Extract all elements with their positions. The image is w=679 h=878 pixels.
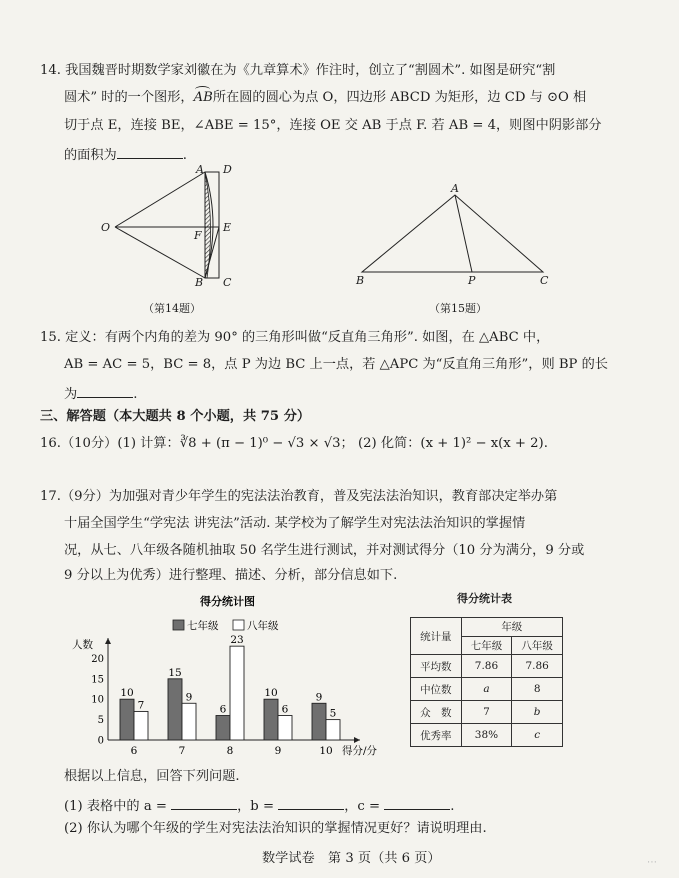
legend-swatch-grade7 <box>173 620 184 630</box>
q16-part-1: 16.（10分）(1) 计算：∛8 + (π − 1)⁰ − √3 × √3； <box>40 436 354 451</box>
table-group-header: 年级 <box>461 618 562 637</box>
bar-value-label: 6 <box>219 703 227 716</box>
label-c-15: C <box>540 274 549 287</box>
q17-sub1-c: ，c = <box>344 799 381 814</box>
label-a: A <box>196 163 204 176</box>
q17-sub-2: (2) 你认为哪个年级的学生对宪法法治知识的掌握情况更好？请说明理由. <box>64 821 487 836</box>
bar <box>134 711 148 740</box>
bar <box>326 720 340 740</box>
legend-label-grade8: 八年级 <box>247 620 279 632</box>
table-row <box>411 678 563 701</box>
row-label: 众 数 <box>411 701 462 724</box>
table-corner: 统计量 <box>411 618 462 655</box>
bar <box>264 699 278 740</box>
bar-value-label: 9 <box>185 691 193 704</box>
stat-table <box>410 617 563 747</box>
cell-value: c <box>512 724 563 747</box>
y-tick-label: 5 <box>97 715 104 727</box>
figure-15 <box>350 180 560 290</box>
q14-line-3: 切于点 E，连接 BE，∠ABE = 15°，连接 OE 交 AB 于点 F. 若 AB = 4，则图中阴影部分 <box>64 118 602 133</box>
cell-value: 7 <box>461 701 512 724</box>
answer-blank-a[interactable] <box>171 797 237 810</box>
y-axis-label: 人数 <box>72 639 93 651</box>
cell-value: 7.86 <box>461 655 512 678</box>
x-axis-label: 得分/分 <box>342 745 378 757</box>
bar <box>182 703 196 740</box>
bar <box>216 716 230 740</box>
answer-blank-b[interactable] <box>278 797 344 810</box>
q14-line-2a: 圆术” 时的一个图形， <box>64 90 194 105</box>
bar-value-label: 6 <box>281 703 289 716</box>
q17-line-2: 十届全国学生“学宪法 讲宪法”活动. 某学校为了解学生对宪法法治知识的掌握情 <box>64 516 526 531</box>
y-tick-label: 20 <box>91 653 104 665</box>
segment-ap <box>455 195 472 272</box>
x-axis-arrow <box>354 737 360 743</box>
table-row <box>411 724 563 747</box>
cell-value: 38% <box>461 724 512 747</box>
cell-value: 8 <box>512 678 563 701</box>
row-label: 平均数 <box>411 655 462 678</box>
q17-line-3: 况，从七、八年级各随机抽取 50 名学生进行测试，并对测试得分（10 分为满分，9 分或 <box>64 543 585 558</box>
triangle-abc <box>362 195 543 272</box>
bar <box>120 699 134 740</box>
score-bar-chart <box>70 590 400 765</box>
x-tick-label: 9 <box>274 745 282 757</box>
y-tick-label: 10 <box>91 694 104 706</box>
chart-title: 得分统计图 <box>200 595 255 608</box>
x-tick-label: 8 <box>226 745 234 757</box>
watermark: ⋯ <box>647 857 657 868</box>
q15-line-3 <box>64 385 137 403</box>
bar-value-label: 9 <box>315 691 323 704</box>
label-p-15: P <box>468 274 476 287</box>
legend-label-grade7: 七年级 <box>187 620 219 632</box>
bar-value-label: 15 <box>168 666 182 679</box>
bar <box>278 716 292 740</box>
arc-ab-mark <box>195 86 210 93</box>
q14-line-1: 14. 我国魏晋时期数学家刘徽在为《九章算术》作注时，创立了“割圆术”. 如图是研究“割 <box>40 63 556 78</box>
cell-value: b <box>512 701 563 724</box>
q14-line-4: 的面积为 . <box>64 148 187 163</box>
label-a-15: A <box>451 182 459 195</box>
legend-swatch-grade8 <box>233 620 244 630</box>
table-col-grade8: 八年级 <box>512 636 563 655</box>
label-d: D <box>223 163 232 176</box>
x-tick-label: 7 <box>178 745 186 757</box>
q15-line-1: 15. 定义：有两个内角的差为 90° 的三角形叫做“反直角三角形”. 如图，在 △ABC 中， <box>40 330 550 345</box>
table-row <box>411 701 563 724</box>
section-3-heading: 三、解答题（本大题共 8 个小题，共 75 分） <box>40 409 311 424</box>
bar-value-label: 7 <box>137 699 145 712</box>
caption-15: （第15题） <box>429 302 487 315</box>
label-f: F <box>194 229 202 242</box>
label-c: C <box>223 276 232 289</box>
label-o: O <box>101 221 111 234</box>
row-label: 中位数 <box>411 678 462 701</box>
x-tick-label: 10 <box>319 745 333 757</box>
bar-value-label: 23 <box>230 634 244 647</box>
cell-value: 7.86 <box>512 655 563 678</box>
bar-value-label: 10 <box>120 687 134 700</box>
q17-after-text: 根据以上信息，回答下列问题. <box>64 769 240 784</box>
arc-ab-label: AB <box>194 91 213 106</box>
bar <box>312 703 326 740</box>
label-b-15: B <box>356 274 365 287</box>
q15-line-2: AB = AC = 5，BC = 8，点 P 为边 BC 上一点，若 △APC 为“反直角三角形”，则 BP 的长 <box>64 357 608 372</box>
q15-line-3a: 为 <box>64 387 78 402</box>
bar <box>168 679 182 740</box>
q14-line-4-text: 的面积为 <box>64 148 117 163</box>
q14-line-2b: 所在圆的圆心为点 O，四边形 ABCD 为矩形，边 CD 与 ⊙O 相 <box>212 90 587 105</box>
label-e: E <box>223 221 232 234</box>
y-tick-label: 15 <box>91 674 104 686</box>
x-tick-label: 6 <box>130 745 138 757</box>
segment-oa <box>115 172 205 227</box>
q14-line-2 <box>64 91 586 106</box>
q17-line-1: 17.（9分）为加强对青少年学生的宪法法治教育，普及宪法法治知识，教育部决定举办第 <box>40 489 558 504</box>
row-label: 优秀率 <box>411 724 462 747</box>
figure-14 <box>95 160 245 300</box>
q17-sub1-a: (1) 表格中的 a = <box>64 799 167 814</box>
stat-table-title: 得分统计表 <box>457 592 512 605</box>
y-axis-arrow <box>105 638 111 644</box>
bar-value-label: 5 <box>329 707 337 720</box>
bar-value-label: 10 <box>264 687 278 700</box>
q17-line-4: 9 分以上为优秀）进行整理、描述、分析，部分信息如下. <box>64 568 398 583</box>
y-tick-label: 0 <box>97 735 104 747</box>
table-col-grade7: 七年级 <box>461 636 512 655</box>
caption-14: （第14题） <box>143 302 201 315</box>
answer-blank-c[interactable] <box>384 797 450 810</box>
q16-part-2: (2) 化简：(x + 1)² − x(x + 2). <box>358 436 548 451</box>
label-b: B <box>195 276 204 289</box>
q15-line-3b: . <box>133 387 138 402</box>
segment-ob <box>115 227 205 278</box>
page-footer: 数学试卷 第 3 页（共 6 页） <box>262 851 441 866</box>
bar <box>230 646 244 740</box>
table-row <box>411 655 563 678</box>
q14-answer-blank[interactable] <box>117 146 183 159</box>
q17-sub1-end: . <box>450 799 455 814</box>
q17-sub1-b: ，b = <box>237 799 274 814</box>
cell-value: a <box>461 678 512 701</box>
q17-sub-1 <box>64 797 454 815</box>
q15-answer-blank[interactable] <box>77 385 133 398</box>
